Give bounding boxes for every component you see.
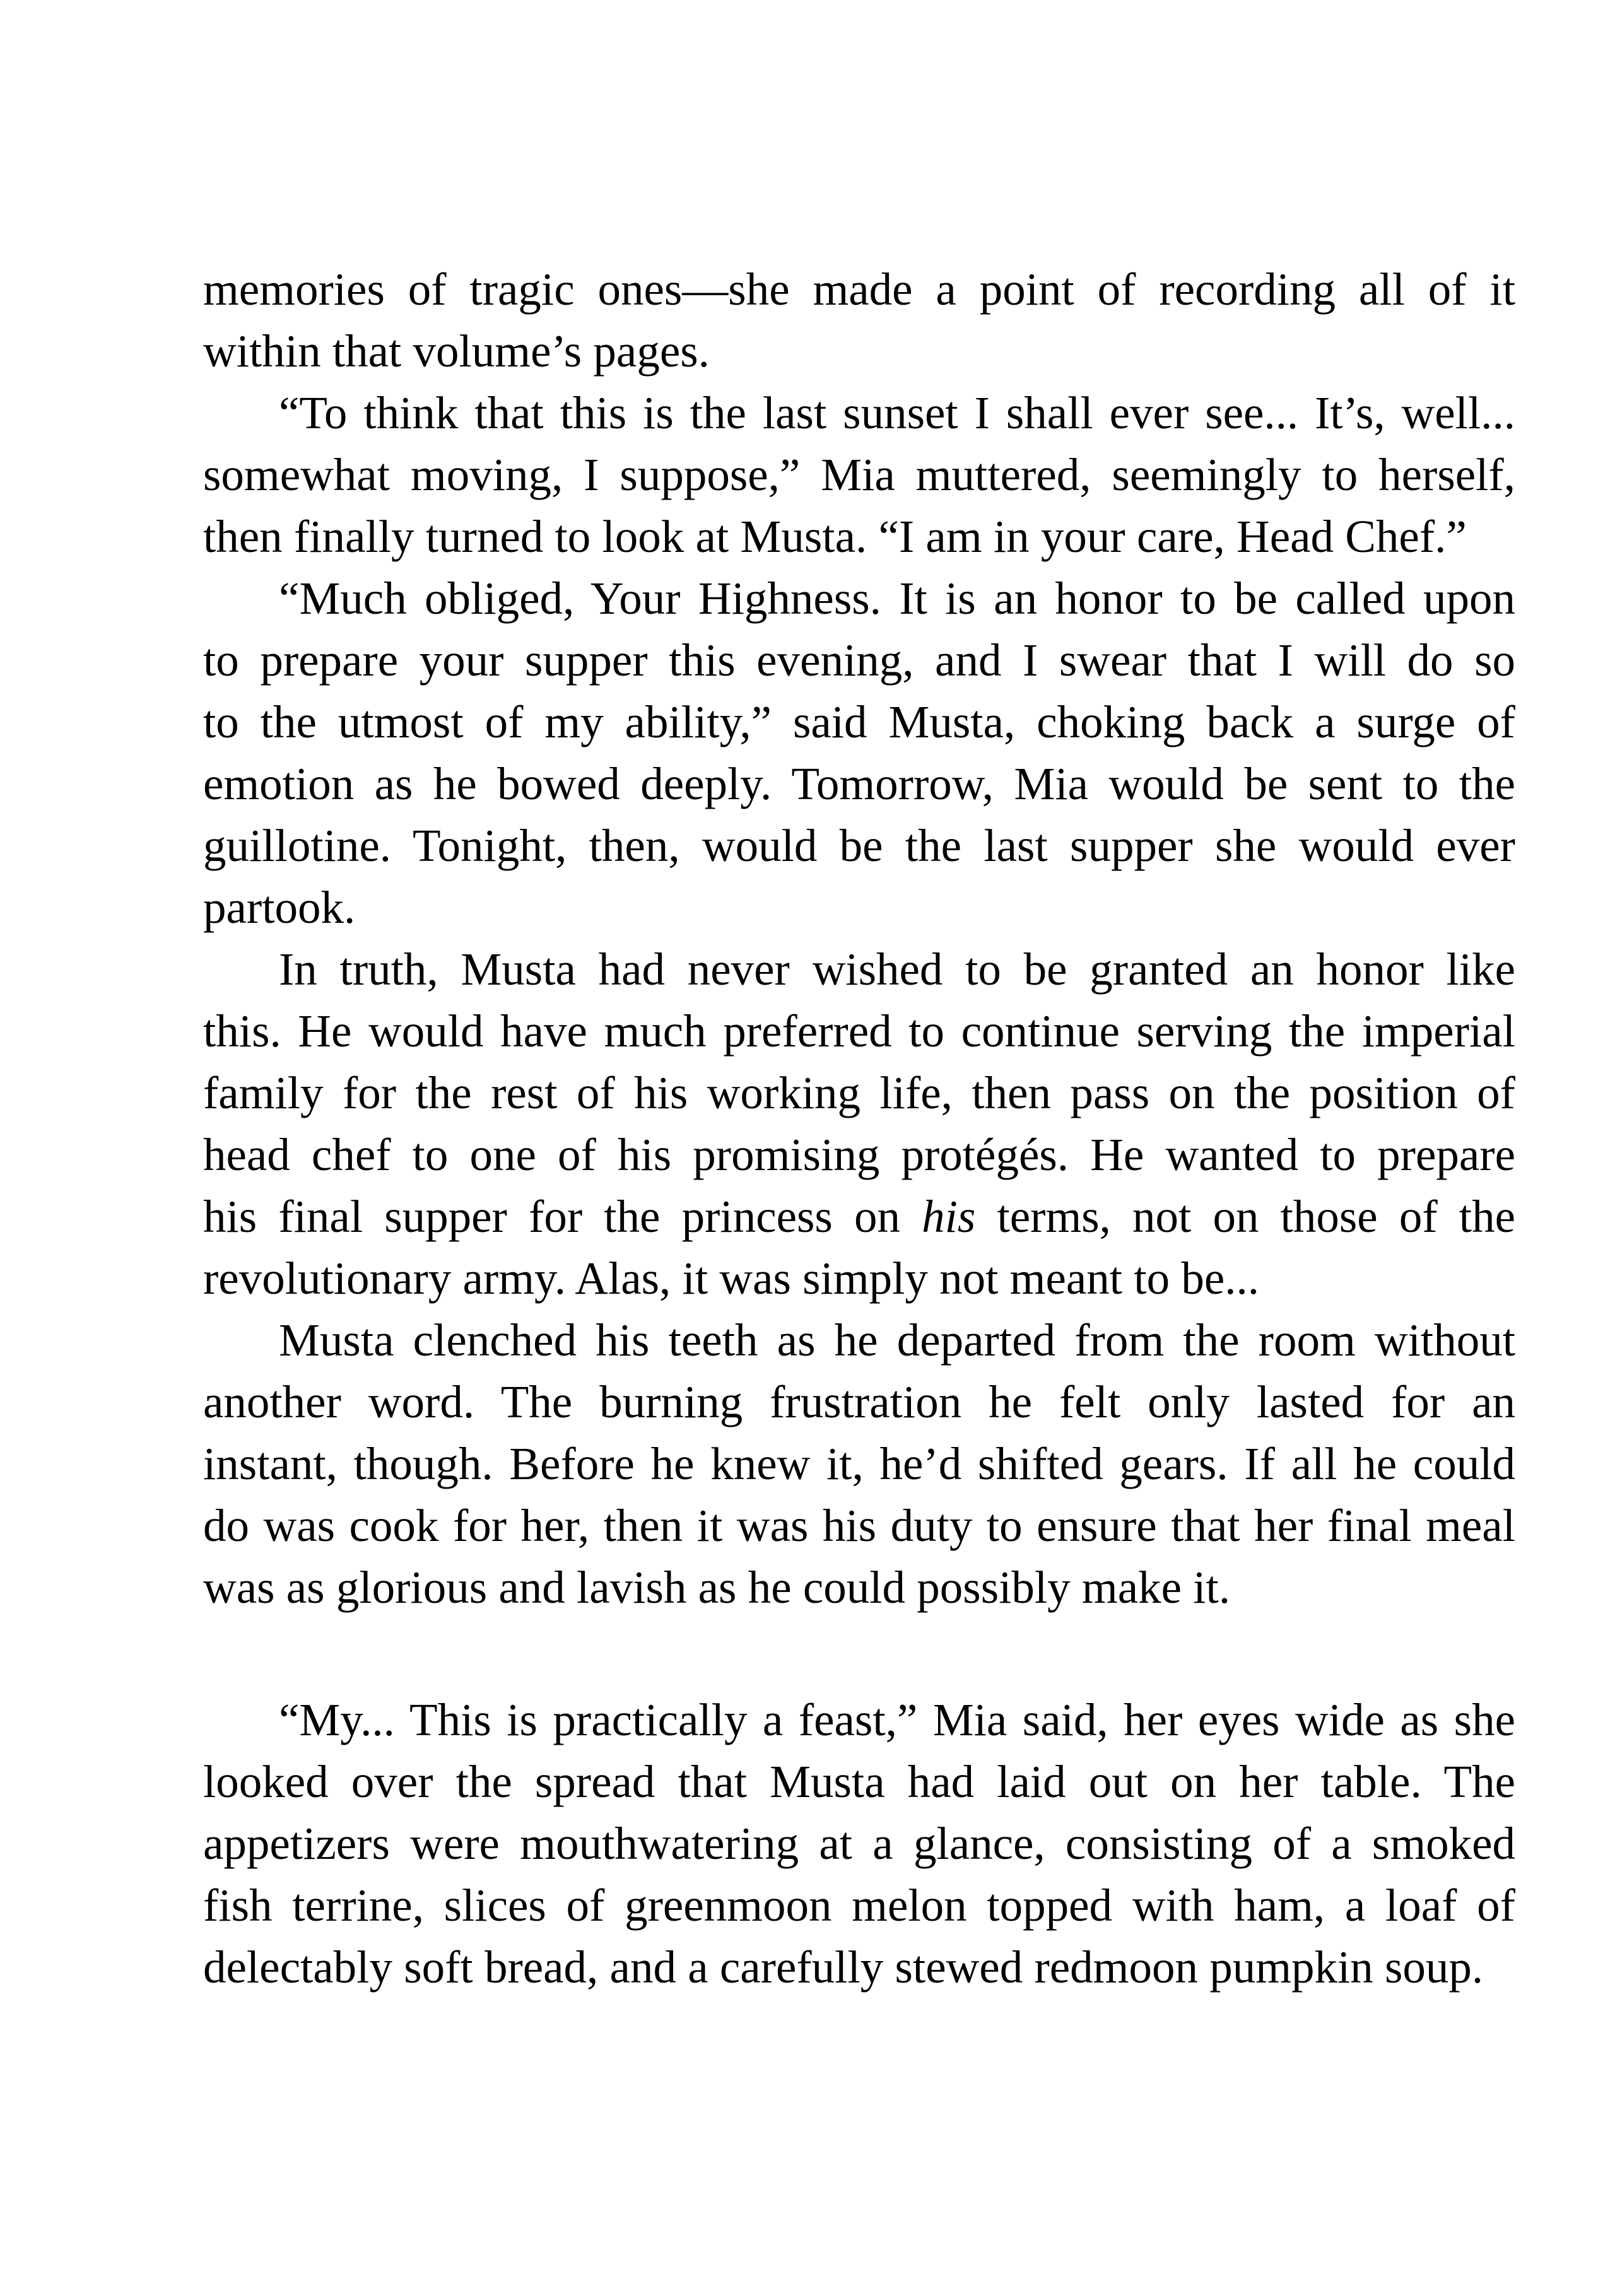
text-line	[203, 1186, 1515, 1248]
text-line: fish terrine, slices of greenmoon melon topped with ham, a loaf of	[203, 1880, 1515, 1931]
text-line: emotion as he bowed deeply. Tomorrow, Mia would be sent to the	[203, 758, 1515, 809]
text-block	[203, 259, 1515, 1998]
text-line: delectably soft bread, and a carefully stewed redmoon pumpkin soup.	[203, 1942, 1484, 1993]
text-line: do was cook for her, then it was his duty to ensure that her final meal	[203, 1500, 1515, 1551]
italic-word: his	[922, 1191, 976, 1242]
text-line: to the utmost of my ability,” said Musta, choking back a surge of	[203, 696, 1515, 747]
text-segment: his final supper for the princess on	[203, 1191, 922, 1242]
text-line: partook.	[203, 882, 356, 933]
text-line: In truth, Musta had never wished to be granted an honor like	[279, 944, 1515, 995]
text-line: looked over the spread that Musta had laid out on her table. The	[203, 1756, 1515, 1807]
text-segment: terms, not on those of the	[975, 1191, 1515, 1242]
text-line: guillotine. Tonight, then, would be the last supper she would ever	[203, 820, 1515, 871]
text-line: “To think that this is the last sunset I shall ever see... It’s, well...	[279, 387, 1515, 438]
text-line: Musta clenched his teeth as he departed from the room without	[279, 1315, 1515, 1366]
paragraph-after-scene-break	[203, 1689, 1515, 1998]
paragraph	[203, 1309, 1515, 1619]
text-line: memories of tragic ones—she made a point of recording all of it	[203, 264, 1515, 315]
text-line: this. He would have much preferred to continue serving the imperial	[203, 1005, 1515, 1057]
text-line: family for the rest of his working life, then pass on the position of	[203, 1067, 1515, 1118]
paragraph	[203, 382, 1515, 568]
text-line: within that volume’s pages.	[203, 325, 710, 377]
text-line: revolutionary army. Alas, it was simply not meant to be...	[203, 1253, 1259, 1304]
text-line: to prepare your supper this evening, and I swear that I will do so	[203, 635, 1515, 686]
text-line: “My... This is practically a feast,” Mia said, her eyes wide as she	[279, 1694, 1515, 1745]
paragraph	[203, 568, 1515, 939]
text-line: “Much obliged, Your Highness. It is an honor to be called upon	[279, 573, 1515, 624]
paragraph	[203, 939, 1515, 1309]
text-line: another word. The burning frustration he felt only lasted for an	[203, 1376, 1515, 1427]
text-line: then finally turned to look at Musta. “I am in your care, Head Chef.”	[203, 511, 1467, 562]
text-line: appetizers were mouthwatering at a glance, consisting of a smoked	[203, 1818, 1515, 1869]
text-line: instant, though. Before he knew it, he’d shifted gears. If all he could	[203, 1438, 1515, 1489]
text-line: head chef to one of his promising protégés. He wanted to prepare	[203, 1129, 1515, 1180]
text-line: was as glorious and lavish as he could possibly make it.	[203, 1562, 1231, 1613]
text-line: somewhat moving, I suppose,” Mia muttered, seemingly to herself,	[203, 449, 1515, 500]
paragraph	[203, 259, 1515, 382]
